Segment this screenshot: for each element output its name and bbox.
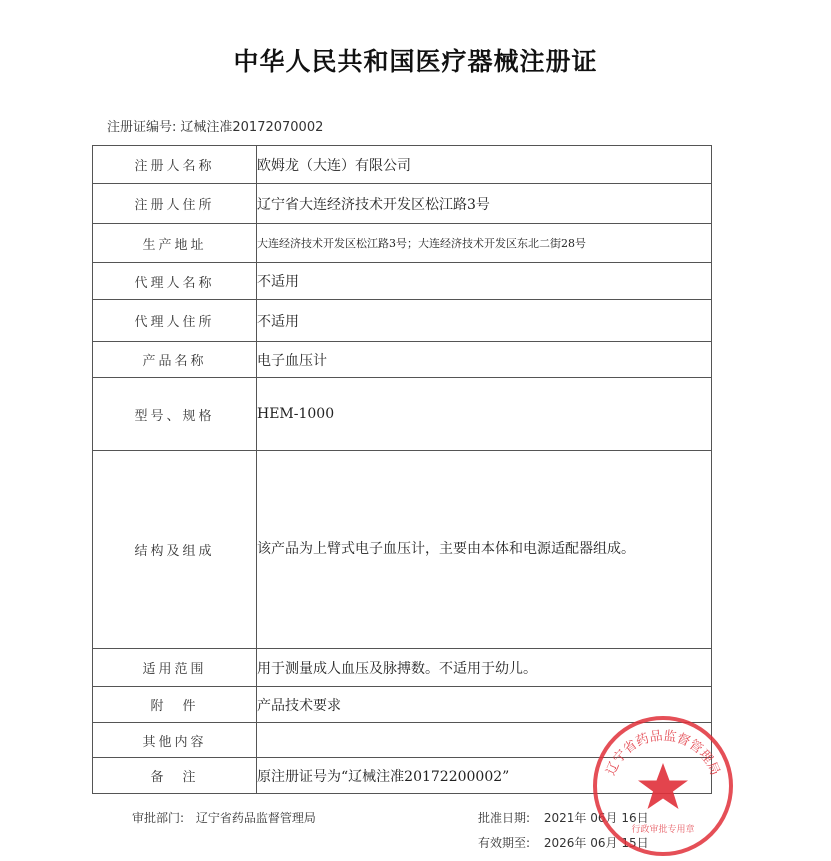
table-row — [93, 649, 712, 687]
valid-until-value: 2026年 06月 15日 — [543, 836, 649, 850]
row-value: 用于测量成人血压及脉搏数。不适用于幼儿。 — [257, 649, 712, 687]
table-row — [93, 378, 712, 451]
row-label: 其他内容 — [93, 723, 257, 758]
row-label: 适用范围 — [93, 649, 257, 687]
approval-authority-value: 辽宁省药品监督管理局 — [195, 811, 316, 825]
seal-subtext: 行政审批专用章 — [631, 825, 695, 835]
registration-number-value: 辽械注准20172070002 — [180, 120, 324, 135]
seal-star-icon — [638, 763, 688, 809]
row-label: 结构及组成 — [93, 451, 257, 649]
table-row — [93, 184, 712, 224]
row-label: 附 件 — [93, 687, 257, 723]
row-value: 欧姆龙（大连）有限公司 — [257, 146, 712, 184]
row-value: 大连经济技术开发区松江路3号；大连经济技术开发区东北二街28号 — [257, 224, 712, 263]
row-label: 生产地址 — [93, 224, 257, 263]
row-label: 注册人住所 — [93, 184, 257, 224]
row-label: 代理人住所 — [93, 300, 257, 342]
table-row — [93, 224, 712, 263]
approval-date-label: 批准日期: — [478, 811, 531, 825]
seal-text: 辽宁省药品监督管理局 — [603, 728, 723, 778]
row-value: 辽宁省大连经济技术开发区松江路3号 — [257, 184, 712, 224]
row-value: 产品技术要求 — [257, 687, 712, 723]
table-row — [93, 300, 712, 342]
table-row — [93, 263, 712, 300]
official-seal-stamp — [588, 711, 738, 861]
row-value: HEM-1000 — [257, 378, 712, 451]
row-value: 不适用 — [257, 300, 712, 342]
row-label: 型号、规格 — [93, 378, 257, 451]
valid-until-label: 有效期至: — [478, 836, 531, 850]
row-label: 备 注 — [93, 758, 257, 794]
row-value: 不适用 — [257, 263, 712, 300]
table-row — [93, 146, 712, 184]
approval-authority — [132, 809, 316, 826]
approval-authority-label: 审批部门: — [132, 811, 185, 825]
table-row — [93, 342, 712, 378]
registration-number-label: 注册证编号: — [107, 120, 177, 135]
document-title: 中华人民共和国医疗器械注册证 — [233, 47, 598, 76]
row-value: 电子血压计 — [257, 342, 712, 378]
row-value: 原注册证号为“辽械注准20172200002” — [257, 758, 712, 794]
row-value: 该产品为上臂式电子血压计，主要由本体和电源适配器组成。 — [257, 451, 712, 649]
certificate-table — [92, 145, 712, 794]
row-label: 产品名称 — [93, 342, 257, 378]
registration-number — [103, 116, 323, 135]
row-label: 代理人名称 — [93, 263, 257, 300]
table-row — [93, 451, 712, 649]
row-label: 注册人名称 — [93, 146, 257, 184]
approval-date-value: 2021年 06月 16日 — [543, 811, 649, 825]
